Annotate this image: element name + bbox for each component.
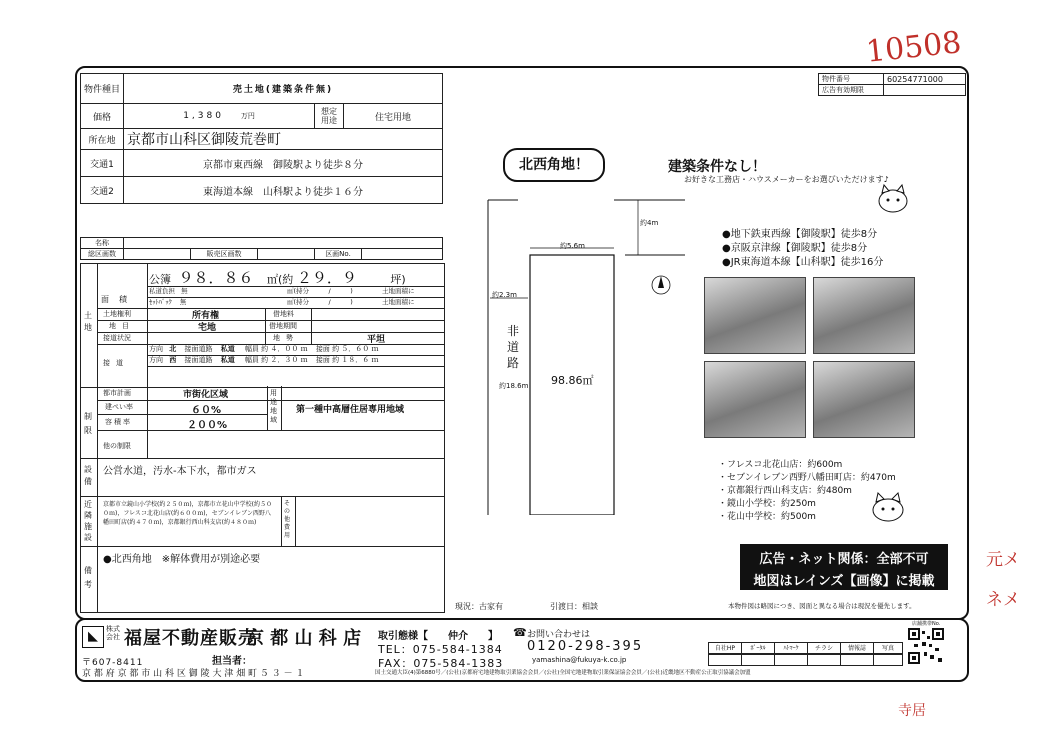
far-label: 容積率 (105, 418, 132, 426)
limits-section (80, 386, 445, 459)
non-road-label: 非道路 (507, 324, 520, 370)
license-text: 国土交通大臣(4)第6880号／(公社)京都府宅地建物取引業協会会員／(公社)全国宅地建物取引業保証協会会員／(公社)近畿地区不動産公正取引協議会加盟 (375, 670, 751, 676)
tel-number: TEL：075-584-1384 (378, 643, 503, 656)
status-text: 現況：古家有 (455, 602, 503, 611)
road-direction: 方向 (149, 356, 163, 364)
photo-alley (813, 361, 915, 438)
station-1: ●地下鉄東西線【御陵駅】徒歩8分 (722, 229, 878, 240)
lease-label: 借地料 (273, 310, 294, 318)
road-dir: 西 (169, 356, 177, 364)
photo-house-front (704, 277, 806, 354)
dim-west-width: 約2.3m (492, 291, 517, 299)
handover-text: 引渡日：相談 (550, 602, 598, 611)
dim-frontage-n: 約5.6m (560, 242, 585, 250)
setback-label: ｾｯﾄﾊﾞｯｸ (149, 298, 172, 306)
remarks-value: ●北西角地 ※解体費用が別途必要 (103, 554, 261, 565)
transport-label-2: 交通2 (81, 177, 124, 204)
private-road-included: 土地面積に (382, 287, 415, 295)
qr-label: 店舗携帯No. (912, 621, 941, 627)
media-cell: ﾊﾄﾏｰｸ (774, 642, 808, 655)
zone-value: 第一種中高層住居専用地域 (296, 405, 405, 415)
cat-icon (868, 490, 908, 524)
land-cat-label: 地目 (109, 322, 135, 330)
trade-type: 取引態様【 仲介 】 (378, 631, 498, 642)
compass-needle (658, 276, 664, 288)
name-label: 名称 (81, 238, 124, 249)
city-plan-label: 都市計画 (103, 389, 131, 397)
land-label: 土地 (84, 311, 92, 332)
area-label: 面積 (101, 295, 137, 304)
limits-label: 制限 (84, 412, 92, 435)
area-kind: 公簿 (149, 273, 171, 286)
road-name: 接面道路 (184, 356, 213, 364)
bcr-label: 建ぺい率 (105, 403, 133, 411)
price-unit: 万円 (240, 112, 255, 120)
remarks-label: 備考 (84, 566, 92, 589)
station-2: ●京阪京津線【御陵駅】徒歩8分 (722, 243, 868, 254)
road-type: 私道 (220, 345, 235, 353)
other-fee-label: その他費用 (284, 500, 291, 539)
type-label: 物件種目 (81, 74, 124, 104)
road-type: 私道 (220, 356, 235, 364)
company-logo: ◣ (82, 626, 104, 648)
terrain-value: 平坦 (367, 335, 386, 345)
area-value: ９８．８６ (178, 269, 254, 287)
postal-code: 〒607-8411 (82, 658, 144, 668)
meta-no-label: 物件番号 (819, 74, 884, 85)
road-frontage: 接面 約 ５．６０ ｍ (315, 345, 379, 353)
price-label: 価格 (81, 104, 124, 129)
property-type: 売土地(建築条件無) (124, 74, 443, 104)
far-value: ２００% (187, 420, 228, 431)
promo-title: 建築条件なし！ (668, 159, 766, 175)
cat-icon (874, 183, 912, 215)
promo-facility: ・フレスコ北花山店：約600m (718, 460, 843, 470)
meta-table (818, 73, 966, 96)
media-cell: チラシ (807, 642, 841, 655)
media-cell: 情報誌 (840, 642, 874, 655)
facilities-value: 公営水道，汚水-本下水，都市ガス (103, 466, 257, 477)
total-lots-label: 総区画数 (81, 249, 124, 260)
private-road-share: ㎡(持分 / ) (287, 287, 353, 295)
station-3: ●JR東海道本線【山科駅】徒歩16分 (722, 257, 884, 268)
usage-label: 想定用途 (315, 104, 344, 129)
setback-included: 土地面積に (382, 298, 415, 306)
contact-person-label: 担当者： (212, 656, 252, 667)
other-limit-label: 他の制限 (103, 442, 131, 450)
usage-value: 住宅用地 (344, 104, 443, 129)
road-frontage: 接面 約 １８．６ ｍ (315, 356, 379, 364)
setback-value: 無 (179, 298, 187, 306)
badge-corner-lot: 北西角地！ (503, 148, 605, 182)
price-value: 1,380 (183, 111, 224, 121)
tsubo-unit: 坪) (390, 273, 406, 286)
rights-label: 土地権利 (103, 310, 131, 318)
facilities-section (80, 458, 445, 497)
handwritten-note: 元メ (986, 550, 1020, 570)
rights-value: 所有権 (192, 311, 220, 321)
road-width: 幅員 約 ４．００ ｍ (244, 345, 308, 353)
access-label: 接道状況 (103, 334, 131, 342)
road-direction: 方向 (149, 345, 163, 353)
road-width: 幅員 約 ２．３０ ｍ (244, 356, 308, 364)
branch-name: 京 都 山 科 店 (246, 628, 362, 649)
spec-table (80, 73, 443, 204)
setback-share: ㎡(持分 / ) (287, 298, 353, 306)
dim-top-width: 約4m (640, 219, 659, 227)
tsubo-value: ２９．９ (296, 269, 357, 287)
inquiry-label: お問い合わせは (527, 630, 591, 640)
media-cell: ﾎﾟｰﾀﾙ (741, 642, 775, 655)
transport-value-1: 京都市東西線 御陵駅より徒歩８分 (124, 150, 443, 177)
photo-street-view (704, 361, 806, 438)
nearby-label: 近隣施設 (84, 500, 92, 542)
lot-no-label: 区画No. (315, 249, 362, 260)
meta-valid-label: 広告有効期限 (819, 85, 884, 96)
promo-facility: ・セブンイレブン西野八幡田町店：約470m (718, 473, 896, 483)
promo-facility: ・花山中学校：約500m (718, 512, 816, 522)
nearby-value: 京都市立鏡山小学校(約２５０ｍ)，京都市立花山中学校(約５００ｍ)，フレスコ北花山店(約６００ｍ)，セブンイレブン西野八幡田町店(約４７０ｍ)，京都銀行西山科支店(約４８０ｍ) (103, 501, 273, 526)
private-road-label: 私道負担 (149, 287, 175, 295)
road-label: 接道 (103, 359, 129, 367)
photo-house-side (813, 277, 915, 354)
media-cell: 写真 (873, 642, 903, 655)
lot-map (470, 180, 690, 515)
freedial-number[interactable]: 0120-298-395 (527, 639, 644, 654)
handwritten-note: ネメ (986, 590, 1020, 610)
notice-line-2: 地図はレインズ【画像】に掲載 (753, 574, 935, 589)
transport-value-2: 東海道本線 山科駅より徒歩１６分 (124, 177, 443, 204)
media-cell: 自社HP (708, 642, 742, 655)
land-section (80, 263, 445, 388)
lease-period-label: 借地期間 (269, 322, 297, 330)
bcr-value: ６０% (191, 405, 222, 416)
qr-code-icon[interactable] (908, 628, 944, 664)
handwritten-number: 10508 (864, 25, 964, 70)
meta-valid-value (884, 85, 966, 96)
phone-icon: ☎ (513, 626, 527, 639)
fax-number: FAX：075-584-1383 (378, 657, 504, 670)
company-prefix: 株式会社 (106, 625, 120, 641)
transport-label-1: 交通1 (81, 150, 124, 177)
dim-side-length: 約18.6m (499, 382, 529, 390)
private-road-value: 無 (181, 287, 188, 295)
promo-subtitle: お好きな工務店・ハウスメーカーをお選びいただけます♪ (684, 175, 889, 184)
city-plan-value: 市街化区域 (183, 390, 229, 400)
area-unit: ㎡(約 (267, 273, 294, 286)
remarks-section (80, 546, 445, 613)
lot-area: 98.86㎡ (551, 374, 594, 387)
road-dir: 北 (169, 345, 177, 353)
handwritten-note: 寺居 (898, 703, 926, 719)
company-address: 京 都 府 京 都 市 山 科 区 御 陵 大 津 畑 町 ５ ３ － １ (82, 669, 305, 679)
terrain-label: 地勢 (273, 334, 299, 342)
name-table (80, 237, 443, 260)
promo-facility: ・京都銀行西山科支店：約480m (718, 486, 852, 496)
nearby-section (80, 496, 445, 547)
sales-lots-label: 販売区画数 (191, 249, 258, 260)
map-note: 本物件図は略図につき、図面と異なる場合は現況を優先します。 (728, 602, 916, 610)
location-label: 所在地 (81, 129, 124, 150)
location-value: 京都市山科区御陵荒巻町 (124, 129, 443, 150)
promo-facility: ・鏡山小学校：約250m (718, 499, 816, 509)
email-address[interactable]: yamashina@fukuya-k.co.jp (532, 656, 627, 664)
notice-line-1: 広告・ネット関係：全部不可 (759, 552, 929, 567)
land-cat-value: 宅地 (198, 323, 217, 333)
notice-box (740, 544, 948, 590)
facilities-label: 設備 (84, 465, 92, 486)
company-name: 福屋不動産販売 (124, 628, 257, 649)
road-name: 接面道路 (184, 345, 213, 353)
zone-label: 用途地域 (270, 389, 277, 424)
meta-no-value: 60254771000 (884, 74, 966, 85)
